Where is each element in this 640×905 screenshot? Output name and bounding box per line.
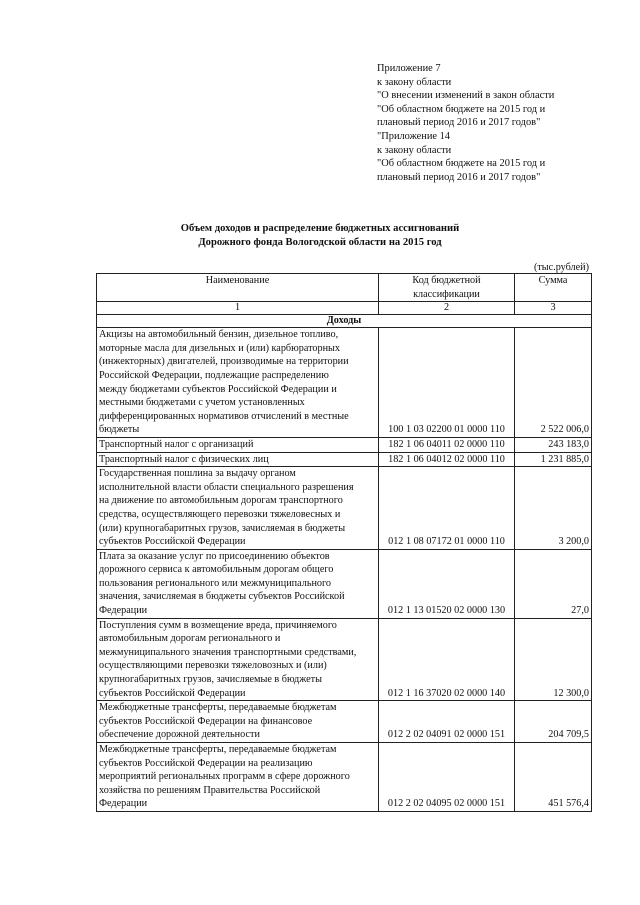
- table-row: [97, 549, 592, 618]
- row-name-line: Государственная пошлина за выдачу органом: [99, 468, 296, 480]
- row-name-line: исполнительной власти области специального разрешения: [99, 481, 354, 493]
- row-name: [97, 437, 379, 452]
- row-code: 012 2 02 04095 02 0000 151: [379, 743, 515, 812]
- row-code: 012 1 13 01520 02 0000 130: [379, 549, 515, 618]
- row-name-line: субъектов Российской Федерации на финансовое: [99, 715, 313, 727]
- row-name-line: значения, зачисляемая в бюджеты субъектов Российской: [99, 591, 345, 603]
- header-code-line: классификации: [413, 288, 480, 300]
- appendix-line: к закону области: [377, 144, 452, 156]
- column-number: 3: [515, 302, 592, 315]
- row-name-line: хозяйства по решениям Правительства Российской: [99, 784, 321, 796]
- row-name-line: моторные масла для дизельных и (или) карбюраторных: [99, 342, 340, 354]
- row-code: 100 1 03 02200 01 0000 110: [379, 328, 515, 438]
- row-code: 182 1 06 04011 02 0000 110: [379, 437, 515, 452]
- row-name-line: (или) крупногабаритных грузов, зачисляемая в бюджеты: [99, 522, 346, 534]
- section-title: Доходы: [97, 315, 592, 328]
- row-name-line: Акцизы на автомобильный бензин, дизельное топливо,: [99, 329, 339, 341]
- row-name-line: Транспортный налог с организаций: [99, 438, 254, 450]
- row-sum: 12 300,0: [515, 618, 592, 701]
- section-row: [97, 315, 592, 328]
- table-row: [97, 701, 592, 743]
- row-code: 012 1 16 37020 02 0000 140: [379, 618, 515, 701]
- row-name: [97, 328, 379, 438]
- row-name-line: средства, осуществляющего перевозки тяжеловесных и: [99, 508, 341, 520]
- row-name-line: дифференцированных нормативов отчислений в местные: [99, 410, 349, 422]
- header-sum: Сумма: [515, 274, 592, 302]
- row-name: [97, 701, 379, 743]
- budget-table: [96, 273, 592, 812]
- column-number: 2: [379, 302, 515, 315]
- row-name-line: дорожного сервиса к автомобильным дорогам общего: [99, 564, 334, 576]
- header-code: [379, 274, 515, 302]
- row-name-line: на движение по автомобильным дорогам транспортного: [99, 495, 343, 507]
- row-name-line: субъектов Российской Федерации: [99, 687, 246, 699]
- row-name-line: Федерации: [99, 605, 148, 617]
- row-name: [97, 743, 379, 812]
- units-label: (тыс.рублей): [533, 262, 589, 273]
- header-code-line: Код бюджетной: [412, 275, 481, 286]
- row-name-line: субъектов Российской Федерации: [99, 536, 246, 548]
- row-name-line: (инжекторных) двигателей, производимые на территории: [99, 356, 349, 368]
- row-name: [97, 618, 379, 701]
- row-name-line: между бюджетами субъектов Российской Федерации и: [99, 383, 337, 395]
- table-row: [97, 467, 592, 550]
- header-name: Наименование: [97, 274, 379, 302]
- appendix-reference: [377, 62, 617, 184]
- row-name-line: крупногабаритных грузов, зачисляемые в бюджеты: [99, 674, 322, 686]
- row-name-line: пользования регионального или межмуниципального: [99, 577, 332, 589]
- row-sum: 1 231 885,0: [515, 452, 592, 467]
- row-code: 012 2 02 04091 02 0000 151: [379, 701, 515, 743]
- row-name-line: обеспечение дорожной деятельности: [99, 729, 260, 741]
- row-name-line: осуществляющими перевозки тяжеловозных и (или): [99, 660, 327, 672]
- row-name-line: Межбюджетные трансферты, передаваемые бюджетам: [99, 744, 337, 755]
- appendix-line: плановый период 2016 и 2017 годов": [377, 171, 541, 183]
- row-sum: 3 200,0: [515, 467, 592, 550]
- title-line: Дорожного фонда Вологодской области на 2015 год: [198, 236, 442, 248]
- row-name-line: Транспортный налог с физических лиц: [99, 453, 269, 465]
- appendix-line: к закону области: [377, 76, 452, 88]
- row-sum: 204 709,5: [515, 701, 592, 743]
- appendix-line: "Об областном бюджете на 2015 год и: [377, 158, 546, 170]
- row-name-line: субъектов Российской Федерации на реализацию: [99, 757, 313, 769]
- row-name-line: Поступления сумм в возмещение вреда, причиняемого: [99, 619, 337, 631]
- row-name: [97, 467, 379, 550]
- table-header-row: [97, 274, 592, 302]
- table-row: [97, 437, 592, 452]
- table-row: [97, 743, 592, 812]
- row-code: 182 1 06 04012 02 0000 110: [379, 452, 515, 467]
- row-name-line: Плата за оказание услуг по присоединению объектов: [99, 550, 330, 562]
- title-line: Объем доходов и распределение бюджетных ассигнований: [180, 223, 460, 234]
- row-code: 012 1 08 07172 01 0000 110: [379, 467, 515, 550]
- column-number: 1: [97, 302, 379, 315]
- row-name-line: мероприятий региональных программ в сфере дорожного: [99, 771, 350, 783]
- row-name-line: местными бюджетами с учетом установленных: [99, 397, 305, 409]
- row-sum: 27,0: [515, 549, 592, 618]
- row-name-line: бюджеты: [99, 424, 140, 436]
- row-sum: 243 183,0: [515, 437, 592, 452]
- appendix-line: "Приложение 14: [377, 130, 450, 142]
- row-sum: 451 576,4: [515, 743, 592, 812]
- row-name: [97, 549, 379, 618]
- row-name-line: Российской Федерации, подлежащие распределению: [99, 369, 329, 381]
- row-name-line: автомобильным дорогам регионального и: [99, 633, 281, 645]
- appendix-line: плановый период 2016 и 2017 годов": [377, 117, 541, 129]
- appendix-line: "О внесении изменений в закон области: [377, 90, 555, 102]
- appendix-line: Приложение 7: [377, 63, 441, 74]
- table-row: [97, 452, 592, 467]
- table-row: [97, 618, 592, 701]
- row-name-line: межмуниципального значения транспортными средствами,: [99, 646, 357, 658]
- row-name-line: Межбюджетные трансферты, передаваемые бюджетам: [99, 702, 337, 714]
- row-name-line: Федерации: [99, 798, 148, 810]
- column-number-row: [97, 302, 592, 315]
- appendix-line: "Об областном бюджете на 2015 год и: [377, 103, 546, 115]
- row-name: [97, 452, 379, 467]
- document-title: [0, 222, 640, 249]
- table-row: [97, 328, 592, 438]
- row-sum: 2 522 006,0: [515, 328, 592, 438]
